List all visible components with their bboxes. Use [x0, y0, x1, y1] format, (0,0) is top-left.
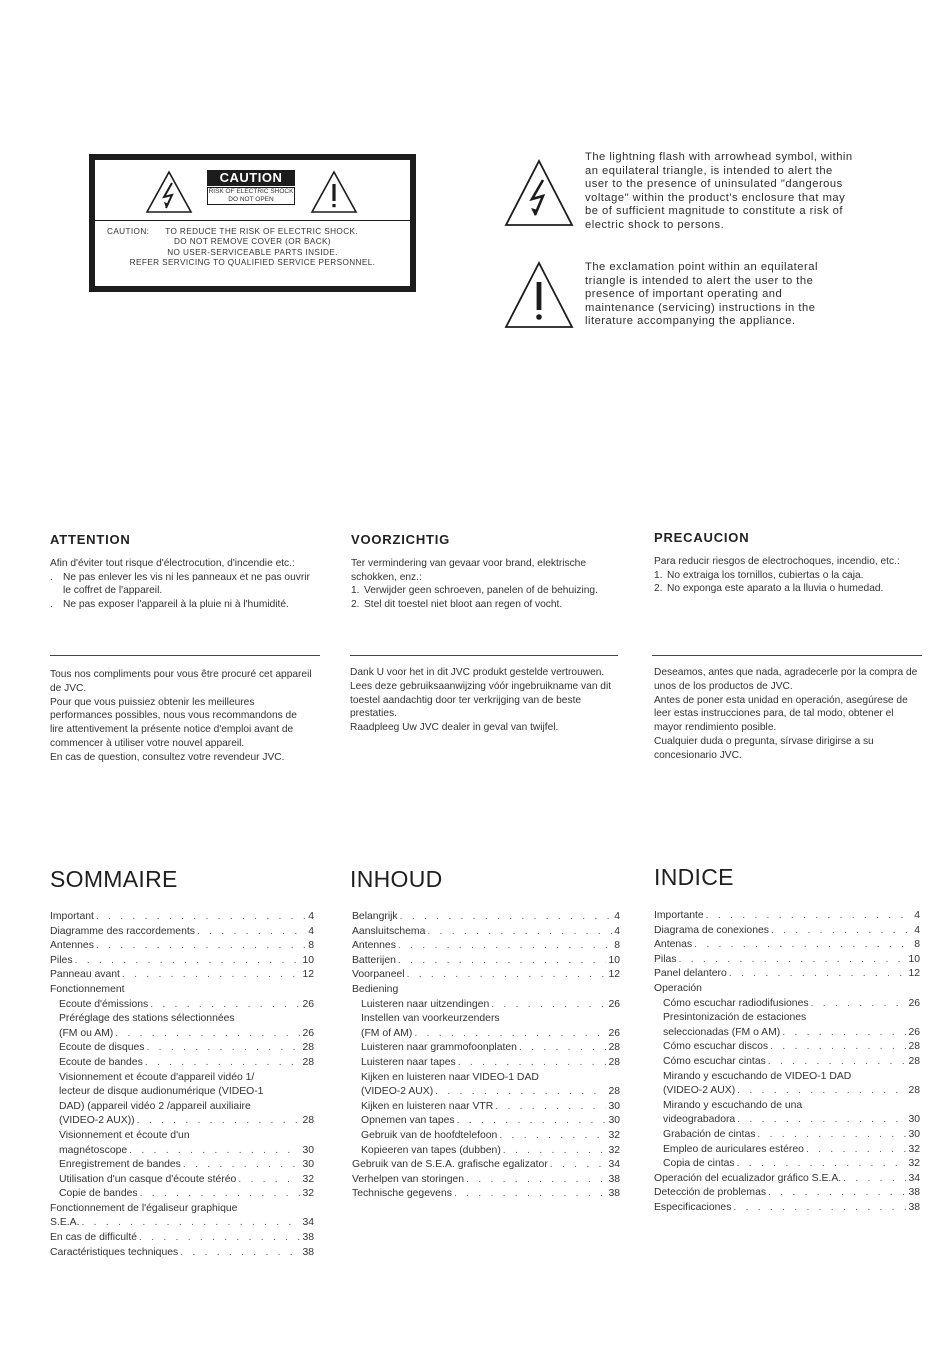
toc-leader-dots: [737, 1084, 906, 1099]
toc-entry: [50, 1071, 314, 1086]
toc-entry: [654, 1172, 920, 1187]
toc-leader-dots: [457, 1114, 607, 1129]
toc-leader-dots: [427, 925, 612, 940]
list-item: . Ne pas enlever les vis ni les panneaux et ne pas ouvrir le coffret de l'appareil.: [50, 571, 312, 599]
toc-leader-dots: [771, 924, 912, 939]
toc-entry-title: (VIDEO-2 AUX): [361, 1086, 434, 1098]
toc-entry-title: seleccionadas (FM o AM): [663, 1026, 781, 1038]
toc-entry-title: Préréglage des stations sélectionnées: [59, 1013, 235, 1025]
toc-entry-title: Presintonización de estaciones: [663, 1012, 807, 1024]
toc-entry-page: 12: [302, 969, 314, 981]
toc-entry-title: Fonctionnement de l'égaliseur graphique: [50, 1202, 238, 1214]
toc-entry-title: Gebruik van de S.E.A. grafische egalizator: [352, 1159, 548, 1171]
toc-entry-title: Technische gegevens: [352, 1188, 452, 1200]
toc-entry-page: 38: [302, 1232, 314, 1244]
toc-leader-dots: [694, 938, 912, 953]
toc-entry-title: Cómo escuchar discos: [663, 1041, 769, 1053]
caution-label-box: [89, 154, 416, 292]
toc-entry-title: Cómo escuchar radiodifusiones: [663, 997, 809, 1009]
toc-entry-page: 8: [914, 939, 920, 951]
toc-entry: [50, 954, 314, 969]
intro-nl: [350, 666, 618, 735]
toc-entry: [654, 1186, 920, 1201]
toc-entry: [352, 1085, 620, 1100]
toc-leader-dots: [414, 1027, 606, 1042]
caution-sub-line: RISK OF ELECTRIC SHOCK: [208, 188, 294, 195]
toc-entry-title: Luisteren naar tapes: [361, 1056, 456, 1068]
toc-entry-title: Gebruik van de hoofdtelefoon: [361, 1129, 498, 1141]
toc-entry: [50, 968, 314, 983]
toc-leader-dots: [140, 1187, 301, 1202]
toc-entry: [654, 938, 920, 953]
toc-entry: [352, 1114, 620, 1129]
toc-entry: [352, 910, 620, 925]
toc-entry-title: Especificaciones: [654, 1201, 732, 1213]
paragraph: Dank U voor het in dit JVC produkt gestelde vertrouwen.: [350, 667, 605, 678]
toc-entry-title: Bediening: [352, 983, 399, 995]
toc-leader-dots: [180, 1246, 300, 1261]
toc-leader-dots: [147, 1041, 301, 1056]
toc-entry-title: Panel delantero: [654, 968, 727, 980]
toc-entry-title: Ecoute de disques: [59, 1042, 145, 1054]
toc-leader-dots: [491, 998, 606, 1013]
exclamation-explanation: The exclamation point within an equilateral triangle is intended to alert the user to the presence of important operating and maintenance (servicing) instructions in the literature accompanying the appliance.: [585, 261, 818, 328]
divider: [50, 655, 320, 656]
toc-entry-page: 28: [302, 1115, 314, 1127]
toc-entry-title: Batterijen: [352, 954, 396, 966]
toc-leader-dots: [519, 1041, 606, 1056]
toc-entry-title: (FM ou AM): [59, 1027, 114, 1039]
toc-entry: [50, 1173, 314, 1188]
list-item: . Ne pas exposer l'appareil à la pluie ni à l'humidité.: [50, 599, 289, 611]
toc-list-fr: [50, 910, 314, 1260]
paragraph: En cas de question, consultez votre revendeur JVC.: [50, 751, 285, 763]
toc-leader-dots: [145, 1056, 301, 1071]
toc-entry: [654, 1070, 920, 1085]
toc-leader-dots: [737, 1113, 906, 1128]
toc-entry: [50, 1012, 314, 1027]
toc-entry: [654, 1084, 920, 1099]
toc-entry-title: (FM of AM): [361, 1027, 413, 1039]
toc-entry-page: 38: [608, 1188, 620, 1200]
toc-leader-dots: [96, 910, 306, 925]
toc-entry-title: Operación: [654, 982, 702, 994]
warning-fr: [50, 533, 312, 612]
toc-entry-page: 4: [308, 925, 314, 937]
toc-title-fr: SOMMAIRE: [50, 866, 178, 892]
lightning-explanation: The lightning flash with arrowhead symbol, within an equilateral triangle, is intended to alert the user to the presence of uninsulated "dangerous voltage" within the product's enclosure that may be of sufficient magnitude to constitute a risk of electric shock to persons.: [585, 151, 853, 231]
toc-entry-page: 26: [608, 998, 620, 1010]
toc-entry: [50, 983, 314, 998]
toc-entry-page: 28: [608, 1086, 620, 1098]
toc-leader-dots: [729, 967, 907, 982]
toc-entry: [654, 953, 920, 968]
list-item-text: No extraiga los tornillos, cubiertas o la caja.: [667, 569, 864, 581]
toc-entry: [654, 909, 920, 924]
toc-entry-title: Operación del ecualizador gráfico S.E.A.: [654, 1172, 842, 1184]
toc-entry-title: Copia de cintas: [663, 1158, 735, 1170]
toc-entry-title: Visionnement et écoute d'appareil vidéo 1/: [59, 1071, 255, 1083]
toc-entry-title: Luisteren naar uitzendingen: [361, 998, 490, 1010]
toc-entry-title: S.E.A.: [50, 1217, 80, 1229]
toc-entry-page: 28: [908, 1085, 920, 1097]
toc-entry-title: Voorpaneel: [352, 969, 405, 981]
toc-entry: [654, 1099, 920, 1114]
paragraph: Pour que vous puissiez obtenir les meilleures performances possibles, nous vous recommandons de lire attentivement la présente notice d'emploi avant de commencer à utiliser votre nouvel appareil.: [50, 696, 297, 749]
toc-entry-page: 32: [608, 1129, 620, 1141]
toc-leader-dots: [733, 1201, 906, 1216]
toc-entry: [352, 1071, 620, 1086]
lightning-triangle-icon: [145, 170, 193, 214]
toc-entry-title: Cómo escuchar cintas: [663, 1055, 766, 1067]
list-item-text: Ne pas enlever les vis ni les panneaux et ne pas ouvrir le coffret de l'appareil.: [63, 571, 310, 597]
toc-entry-title: Opnemen van tapes: [361, 1115, 455, 1127]
toc-entry: [654, 1055, 920, 1070]
toc-entry-page: 32: [302, 1188, 314, 1200]
toc-entry-title: Grabación de cintas: [663, 1128, 756, 1140]
paragraph: Lees deze gebruiksaanwijzing vóór ingebruikname van dit toestel aandachtig door ter verkrijging van de beste prestaties.: [350, 680, 612, 720]
toc-entry-page: 38: [608, 1173, 620, 1185]
toc-leader-dots: [407, 968, 607, 983]
toc-entry: [50, 925, 314, 940]
toc-entry-page: 34: [608, 1159, 620, 1171]
toc-entry-page: 4: [308, 911, 314, 922]
toc-leader-dots: [96, 939, 306, 954]
toc-leader-dots: [843, 1172, 906, 1187]
toc-leader-dots: [770, 1040, 906, 1055]
toc-leader-dots: [150, 998, 300, 1013]
toc-entry: [50, 1100, 314, 1115]
toc-entry: [654, 1011, 920, 1026]
toc-entry-page: 28: [908, 1041, 920, 1053]
toc-entry: [50, 910, 314, 925]
toc-entry: [352, 1056, 620, 1071]
toc-entry-title: (VIDEO-2 AUX)): [59, 1115, 135, 1127]
toc-entry: [654, 1113, 920, 1128]
toc-entry-title: Enregistrement de bandes: [59, 1159, 181, 1171]
toc-entry: [50, 939, 314, 954]
toc-list-nl: [352, 910, 620, 1202]
toc-entry-title: Antenas: [654, 939, 693, 951]
list-item-text: Verwijder geen schroeven, panelen of de behuizing.: [364, 585, 598, 597]
toc-entry-page: 10: [908, 953, 920, 965]
toc-entry-title: Ecoute de bandes: [59, 1056, 143, 1068]
toc-entry-title: Mirando y escuchando de una: [663, 1099, 803, 1111]
toc-entry-title: Copie de bandes: [59, 1188, 138, 1200]
warning-intro: Afin d'éviter tout risque d'électrocution, d'incendie etc.:: [50, 557, 295, 569]
toc-entry: [50, 1027, 314, 1042]
toc-entry-page: 30: [302, 1159, 314, 1171]
toc-entry-page: 26: [908, 1026, 920, 1038]
toc-entry-title: Panneau avant: [50, 969, 120, 981]
toc-entry-title: Belangrijk: [352, 911, 398, 922]
caution-line: NO USER-SERVICEABLE PARTS INSIDE.: [167, 247, 338, 257]
toc-entry: [654, 924, 920, 939]
toc-entry-title: En cas de difficulté: [50, 1232, 138, 1244]
toc-entry-page: 12: [908, 968, 920, 980]
toc-title-nl: INHOUD: [350, 866, 443, 892]
toc-leader-dots: [768, 1055, 907, 1070]
toc-entry-page: 10: [302, 954, 314, 966]
paragraph: Deseamos, antes que nada, agradecerle por la compra de unos de los productos de JVC.: [654, 667, 918, 692]
toc-entry: [352, 954, 620, 969]
toc-entry-page: 30: [908, 1114, 920, 1126]
toc-entry-title: Diagramme des raccordements: [50, 925, 195, 937]
toc-entry-title: DAD) (appareil vidéo 2 /appareil auxiliaire: [59, 1100, 251, 1112]
toc-entry: [654, 982, 920, 997]
list-item-text: No exponga este aparato a la lluvia o humedad.: [667, 583, 884, 595]
toc-entry: [50, 1114, 314, 1129]
toc-entry-page: 26: [302, 1027, 314, 1039]
list-item-text: Ne pas exposer l'appareil à la pluie ni à l'humidité.: [63, 599, 289, 611]
toc-leader-dots: [398, 954, 607, 969]
toc-entry: [654, 1026, 920, 1041]
list-item: 1. No extraiga los tornillos, cubiertas o la caja.: [654, 569, 864, 581]
caution-text: [101, 227, 404, 269]
toc-entry-page: 28: [608, 1042, 620, 1054]
toc-entry-title: Kijken en luisteren naar VTR: [361, 1100, 494, 1112]
lightning-triangle-icon: [503, 158, 575, 228]
toc-entry-page: 4: [914, 924, 920, 936]
warning-intro: Ter vermindering van gevaar voor brand, elektrische schokken, enz.:: [351, 557, 586, 583]
toc-entry: [352, 925, 620, 940]
toc-entry-page: 28: [908, 1055, 920, 1067]
toc-entry-page: 34: [302, 1217, 314, 1229]
toc-entry-title: Piles: [50, 954, 73, 966]
intro-es: [654, 666, 920, 763]
toc-entry-page: 28: [608, 1056, 620, 1068]
toc-entry-page: 4: [914, 910, 920, 921]
toc-entry: [50, 1056, 314, 1071]
toc-leader-dots: [197, 925, 306, 940]
toc-leader-dots: [435, 1085, 606, 1100]
toc-entry: [50, 1246, 314, 1261]
toc-entry-title: Luisteren naar grammofoonplaten: [361, 1042, 517, 1054]
warning-heading: VOORZICHTIG: [351, 532, 451, 547]
toc-leader-dots: [466, 1173, 606, 1188]
toc-entry-page: 32: [608, 1144, 620, 1156]
toc-entry-page: 30: [608, 1115, 620, 1127]
toc-entry-title: Ecoute d'émissions: [59, 998, 149, 1010]
exclamation-triangle-icon: [503, 260, 575, 330]
warning-heading: PRECAUCION: [654, 530, 750, 545]
toc-entry-page: 12: [608, 969, 620, 981]
toc-entry-title: Visionnement et écoute d'un: [59, 1129, 190, 1141]
toc-entry-page: 26: [608, 1027, 620, 1039]
toc-leader-dots: [782, 1026, 906, 1041]
toc-entry-page: 28: [302, 1056, 314, 1068]
toc-entry-title: Important: [50, 911, 94, 922]
toc-entry-page: 10: [608, 954, 620, 966]
paragraph: Tous nos compliments pour vous être procuré cet appareil de JVC.: [50, 669, 312, 694]
toc-entry: [352, 1100, 620, 1115]
paragraph: Cualquier duda o pregunta, sírvase dirigirse a su concesionario JVC.: [654, 735, 874, 761]
toc-entry: [50, 998, 314, 1013]
toc-leader-dots: [550, 1158, 607, 1173]
caution-title: CAUTION: [207, 170, 295, 186]
toc-entry: [352, 1144, 620, 1159]
toc-entry-page: 30: [608, 1100, 620, 1112]
toc-entry-title: Verhelpen van storingen: [352, 1173, 465, 1185]
toc-entry: [654, 997, 920, 1012]
toc-entry: [50, 1085, 314, 1100]
warning-es: [654, 531, 922, 596]
toc-leader-dots: [768, 1186, 906, 1201]
toc-entry-title: Fonctionnement: [50, 983, 125, 995]
toc-leader-dots: [499, 1129, 606, 1144]
toc-entry-page: 4: [614, 925, 620, 937]
toc-leader-dots: [398, 939, 612, 954]
toc-leader-dots: [115, 1027, 300, 1042]
divider: [652, 655, 922, 656]
toc-entry-title: Importante: [654, 910, 704, 921]
toc-entry: [654, 1201, 920, 1216]
toc-entry-title: Mirando y escuchando de VIDEO-1 DAD: [663, 1070, 852, 1082]
toc-entry-title: Kopieeren van tapes (dubben): [361, 1144, 501, 1156]
toc-entry-page: 38: [908, 1201, 920, 1213]
toc-entry: [352, 939, 620, 954]
toc-leader-dots: [122, 968, 301, 983]
toc-entry-title: Pilas: [654, 953, 677, 965]
exclamation-triangle-icon: [310, 170, 358, 214]
toc-entry-page: 30: [908, 1128, 920, 1140]
toc-leader-dots: [706, 909, 913, 924]
toc-entry-title: Aansluitschema: [352, 925, 426, 937]
toc-leader-dots: [806, 1143, 907, 1158]
toc-entry-page: 4: [614, 911, 620, 922]
toc-entry: [654, 1143, 920, 1158]
toc-entry-title: (VIDEO-2 AUX): [663, 1085, 736, 1097]
toc-entry-title: Instellen van voorkeurzenders: [361, 1013, 500, 1025]
toc-leader-dots: [139, 1231, 300, 1246]
toc-entry-title: Empleo de auriculares estéreo: [663, 1143, 804, 1155]
toc-entry: [50, 1231, 314, 1246]
toc-entry: [352, 1041, 620, 1056]
caution-line: REFER SERVICING TO QUALIFIED SERVICE PERSONNEL.: [129, 258, 376, 268]
toc-entry-title: Antennes: [352, 940, 396, 952]
toc-entry: [50, 1187, 314, 1202]
toc-entry: [654, 1157, 920, 1172]
toc-entry: [50, 1202, 314, 1217]
toc-entry: [352, 1187, 620, 1202]
divider: [350, 655, 618, 656]
paragraph: Raadpleeg Uw JVC dealer in geval van twijfel.: [350, 722, 559, 734]
toc-entry-title: Utilisation d'un casque d'écoute stéréo: [59, 1173, 237, 1185]
toc-leader-dots: [737, 1157, 907, 1172]
toc-entry-page: 38: [302, 1246, 314, 1258]
toc-entry-page: 28: [302, 1042, 314, 1054]
toc-entry-page: 8: [614, 940, 620, 952]
toc-entry: [50, 1144, 314, 1159]
toc-entry: [50, 1216, 314, 1231]
toc-leader-dots: [679, 953, 907, 968]
toc-list-es: [654, 909, 920, 1215]
toc-entry-title: Caractéristiques techniques: [50, 1246, 179, 1258]
toc-leader-dots: [81, 1216, 300, 1231]
toc-leader-dots: [757, 1128, 906, 1143]
toc-entry: [352, 968, 620, 983]
toc-entry: [654, 1128, 920, 1143]
toc-entry-title: lecteur de disque audionumérique (VIDEO-1: [59, 1086, 264, 1098]
toc-entry-page: 32: [908, 1158, 920, 1170]
toc-entry-title: Kijken en luisteren naar VIDEO-1 DAD: [361, 1071, 539, 1083]
toc-entry-page: 30: [302, 1144, 314, 1156]
toc-entry-page: 8: [308, 940, 314, 952]
toc-entry-page: 26: [302, 998, 314, 1010]
toc-entry: [352, 1173, 620, 1188]
toc-entry: [654, 1040, 920, 1055]
warning-nl: [351, 533, 619, 612]
toc-entry: [50, 1129, 314, 1144]
caution-subtitle: [207, 187, 295, 205]
toc-entry-title: Diagrama de conexiones: [654, 924, 769, 936]
caution-divider: [95, 220, 410, 221]
toc-entry: [352, 1012, 620, 1027]
toc-leader-dots: [503, 1144, 607, 1159]
toc-leader-dots: [454, 1187, 607, 1202]
list-item: 2. Stel dit toestel niet bloot aan regen of vocht.: [351, 599, 563, 611]
intro-fr: [50, 668, 312, 765]
list-item-text: Stel dit toestel niet bloot aan regen of vocht.: [364, 599, 563, 611]
toc-leader-dots: [75, 954, 301, 969]
toc-entry-title: videograbadora: [663, 1114, 736, 1126]
toc-entry-page: 34: [908, 1172, 920, 1184]
toc-entry: [50, 1041, 314, 1056]
toc-entry: [352, 1027, 620, 1042]
toc-leader-dots: [811, 997, 907, 1012]
toc-leader-dots: [495, 1100, 606, 1115]
list-item: 2. No exponga este aparato a la lluvia o humedad.: [654, 583, 884, 595]
toc-entry: [654, 967, 920, 982]
toc-entry-page: 32: [302, 1173, 314, 1185]
toc-leader-dots: [137, 1114, 301, 1129]
toc-entry-title: Antennes: [50, 940, 94, 952]
caution-line: DO NOT REMOVE COVER (OR BACK): [173, 237, 332, 247]
toc-leader-dots: [400, 910, 613, 925]
toc-entry: [352, 983, 620, 998]
list-item: 1. Verwijder geen schroeven, panelen of de behuizing.: [351, 585, 598, 597]
toc-title-es: INDICE: [654, 864, 734, 890]
toc-entry-page: 26: [908, 997, 920, 1009]
caution-sub-line: DO NOT OPEN: [228, 196, 274, 203]
toc-leader-dots: [129, 1144, 300, 1159]
caution-line: CAUTION: TO REDUCE THE RISK OF ELECTRIC SHOCK.: [107, 227, 359, 236]
paragraph: Antes de poner esta unidad en operación, asegúrese de leer estas instrucciones para, de tal modo, obtener el mayor rendimiento posible.: [654, 694, 908, 734]
toc-entry-page: 32: [908, 1143, 920, 1155]
toc-leader-dots: [183, 1158, 301, 1173]
toc-entry-title: magnétoscope: [59, 1144, 128, 1156]
toc-entry: [352, 998, 620, 1013]
toc-leader-dots: [238, 1173, 300, 1188]
toc-entry: [50, 1158, 314, 1173]
toc-entry-title: Detección de problemas: [654, 1187, 767, 1199]
toc-entry: [352, 1158, 620, 1173]
toc-entry-page: 38: [908, 1187, 920, 1199]
warning-intro: Para reducir riesgos de electrochoques, incendio, etc.:: [654, 555, 900, 567]
toc-entry: [352, 1129, 620, 1144]
warning-heading: ATTENTION: [50, 532, 131, 547]
toc-leader-dots: [458, 1056, 607, 1071]
